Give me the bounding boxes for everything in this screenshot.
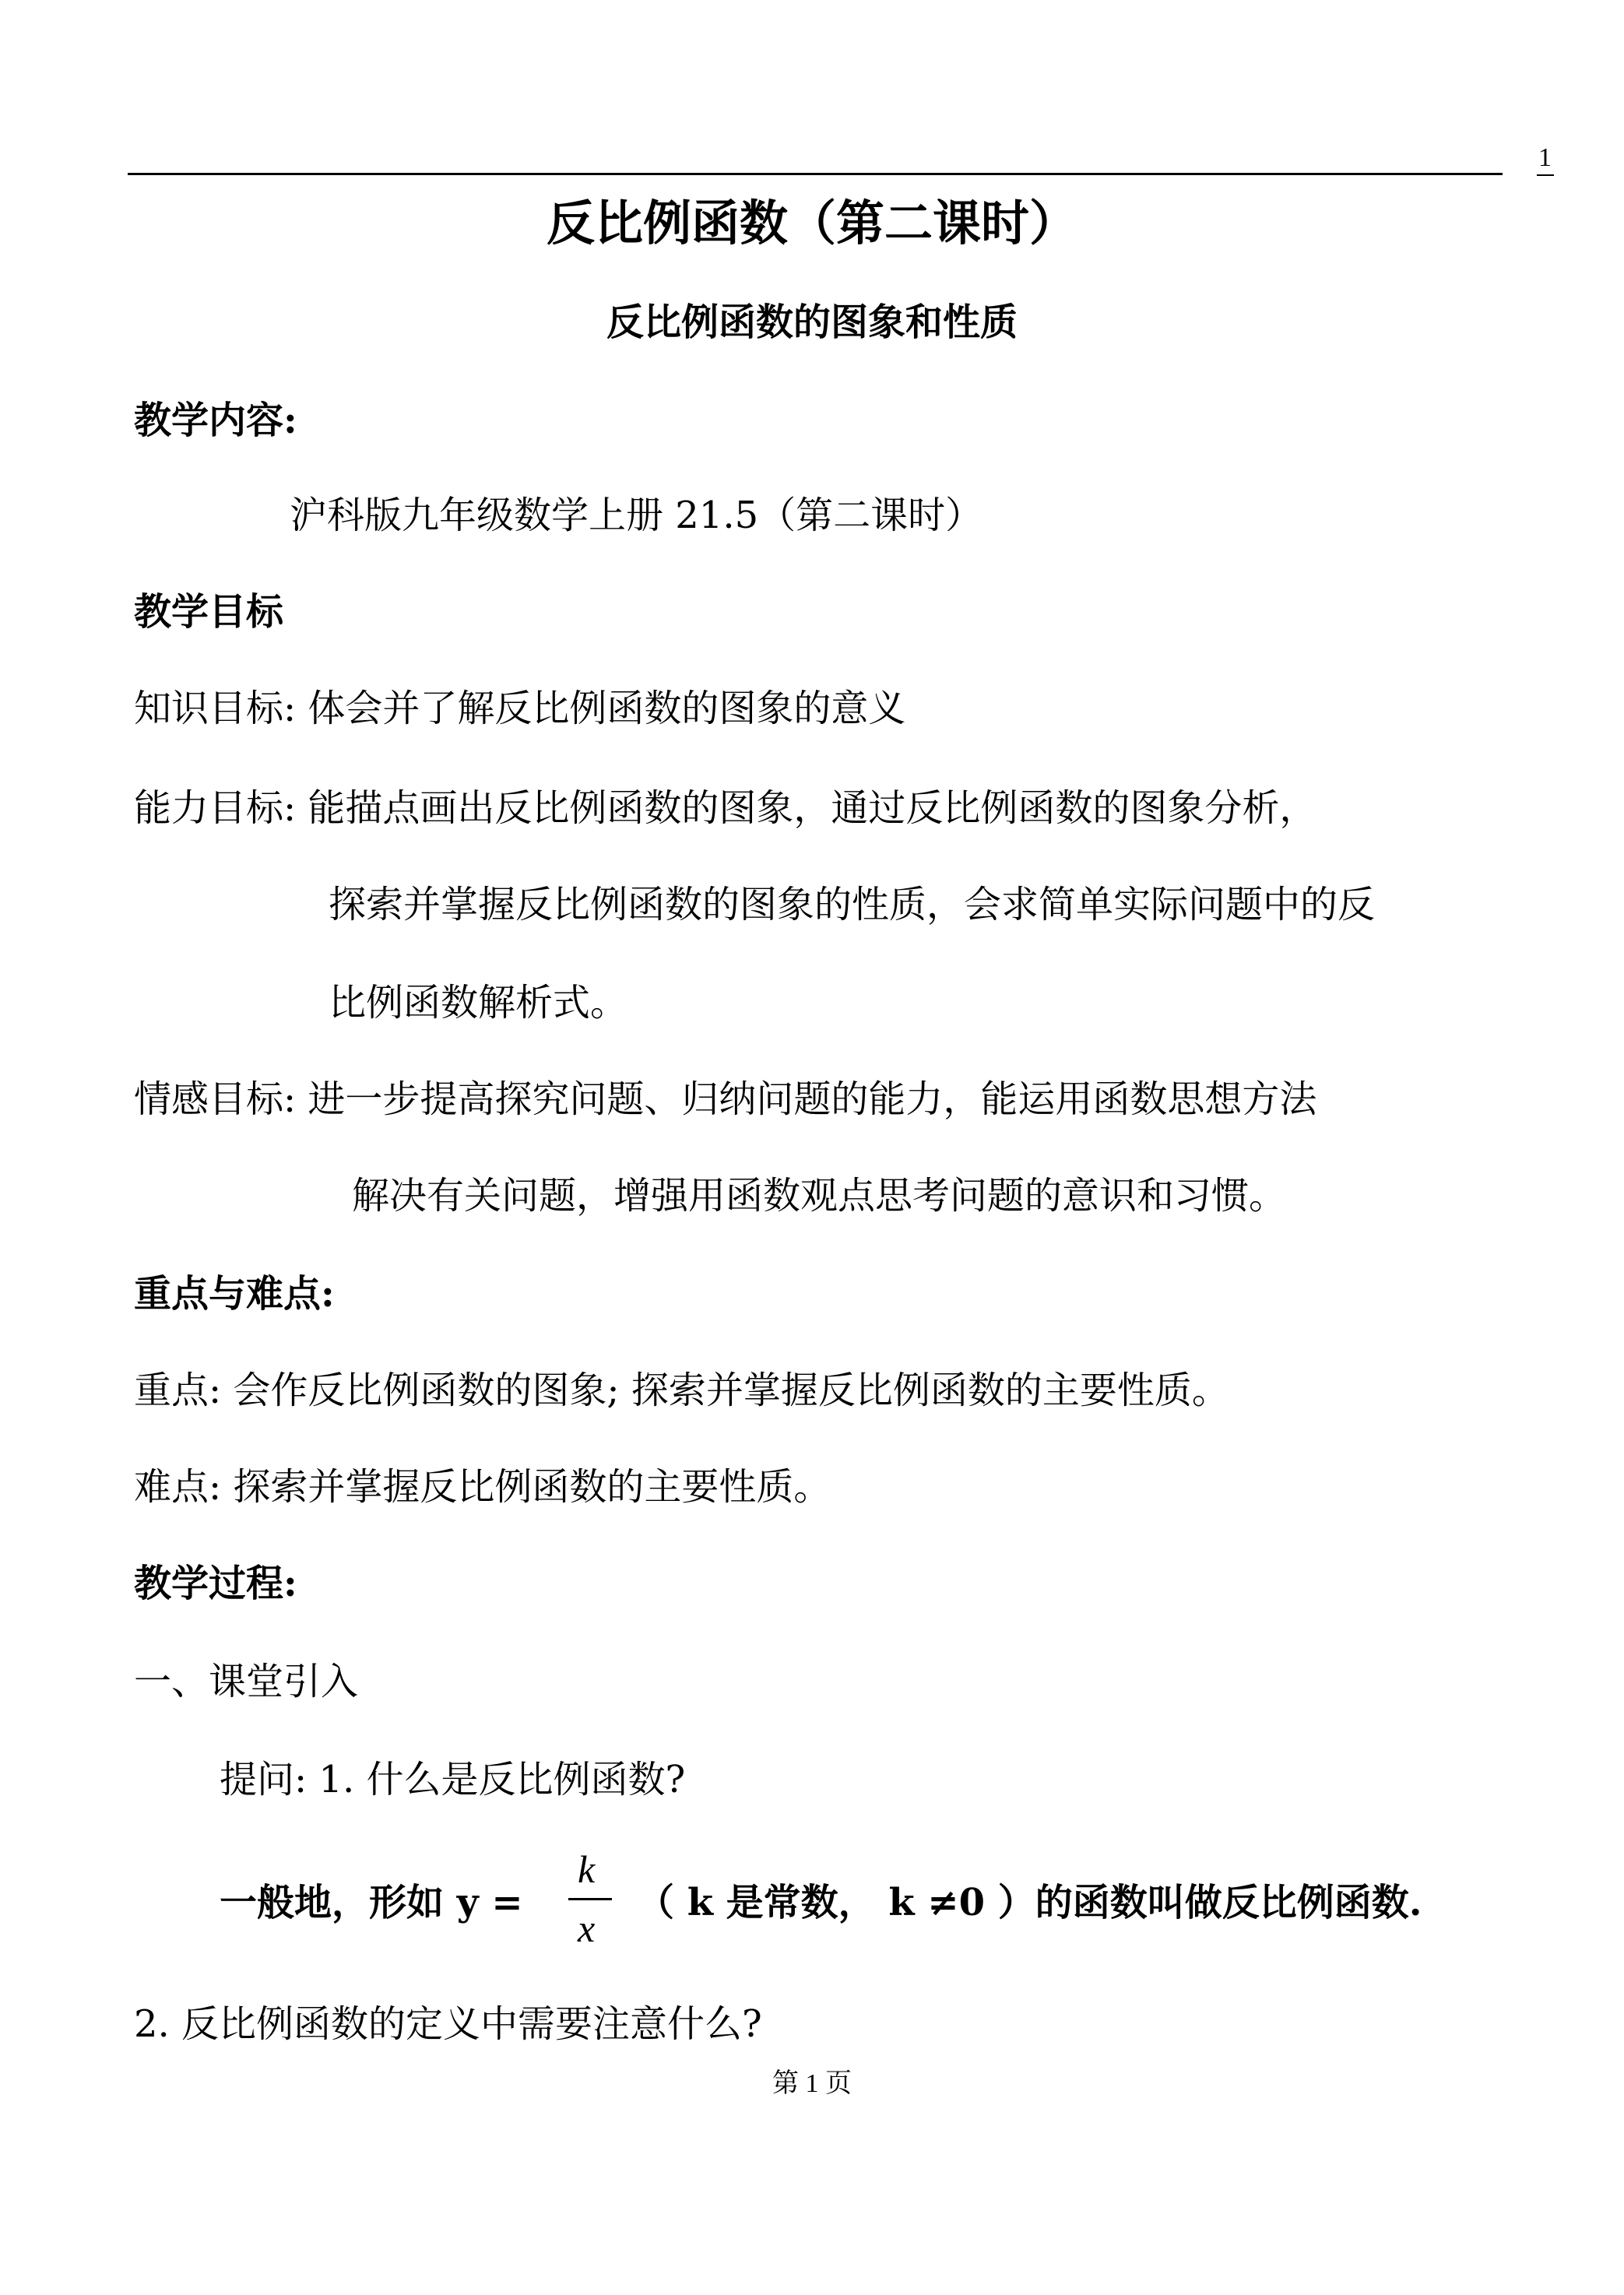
question-2: 2. 反比例函数的定义中需要注意什么?	[134, 2002, 762, 2046]
difficult-point: 难点: 探索并掌握反比例函数的主要性质。	[134, 1465, 831, 1509]
knowledge-objective: 知识目标: 体会并了解反比例函数的图象的意义	[134, 687, 906, 730]
header-rule	[128, 173, 1503, 175]
page-footer: 第 1 页	[772, 2069, 852, 2098]
header-page-number: 1	[1538, 143, 1552, 172]
fraction-numerator: k	[578, 1847, 596, 1891]
ability-objective-line1: 能力目标: 能描点画出反比例函数的图象，通过反比例函数的图象分析，	[134, 786, 1317, 830]
key-point: 重点: 会作反比例函数的图象; 探索并掌握反比例函数的主要性质。	[134, 1369, 1229, 1412]
section-introduction: 一、课堂引入	[134, 1660, 359, 1703]
question-1: 提问: 1. 什么是反比例函数?	[220, 1758, 686, 1801]
keypoints-heading: 重点与难点:	[134, 1272, 335, 1316]
objectives-heading: 教学目标	[134, 590, 284, 634]
ability-objective-line2: 探索并掌握反比例函数的图象的性质，会求简单实际问题中的反	[329, 883, 1376, 926]
emotion-objective-line1: 情感目标: 进一步提高探究问题、归纳问题的能力，能运用函数思想方法	[134, 1077, 1317, 1121]
document-subtitle: 反比例函数的图象和性质	[606, 300, 1018, 344]
document-title: 反比例函数（第二课时）	[546, 195, 1077, 251]
definition-suffix: （ k 是常数， k ≠0 ）的函数叫做反比例函数.	[637, 1881, 1422, 1924]
content-text: 沪科版九年级数学上册 21.5（第二课时）	[290, 494, 983, 537]
ability-objective-line3: 比例函数解析式。	[329, 981, 628, 1024]
fraction-denominator: x	[578, 1907, 596, 1950]
emotion-objective-line2: 解决有关问题，增强用函数观点思考问题的意识和习惯。	[352, 1174, 1287, 1218]
fraction-k-over-x	[568, 1843, 615, 1952]
page-number-underline	[1537, 174, 1554, 176]
process-heading: 教学过程:	[134, 1562, 297, 1605]
content-heading: 教学内容:	[134, 399, 297, 442]
definition-prefix: 一般地，形如 y =	[220, 1881, 523, 1924]
fraction-bar	[568, 1898, 612, 1900]
